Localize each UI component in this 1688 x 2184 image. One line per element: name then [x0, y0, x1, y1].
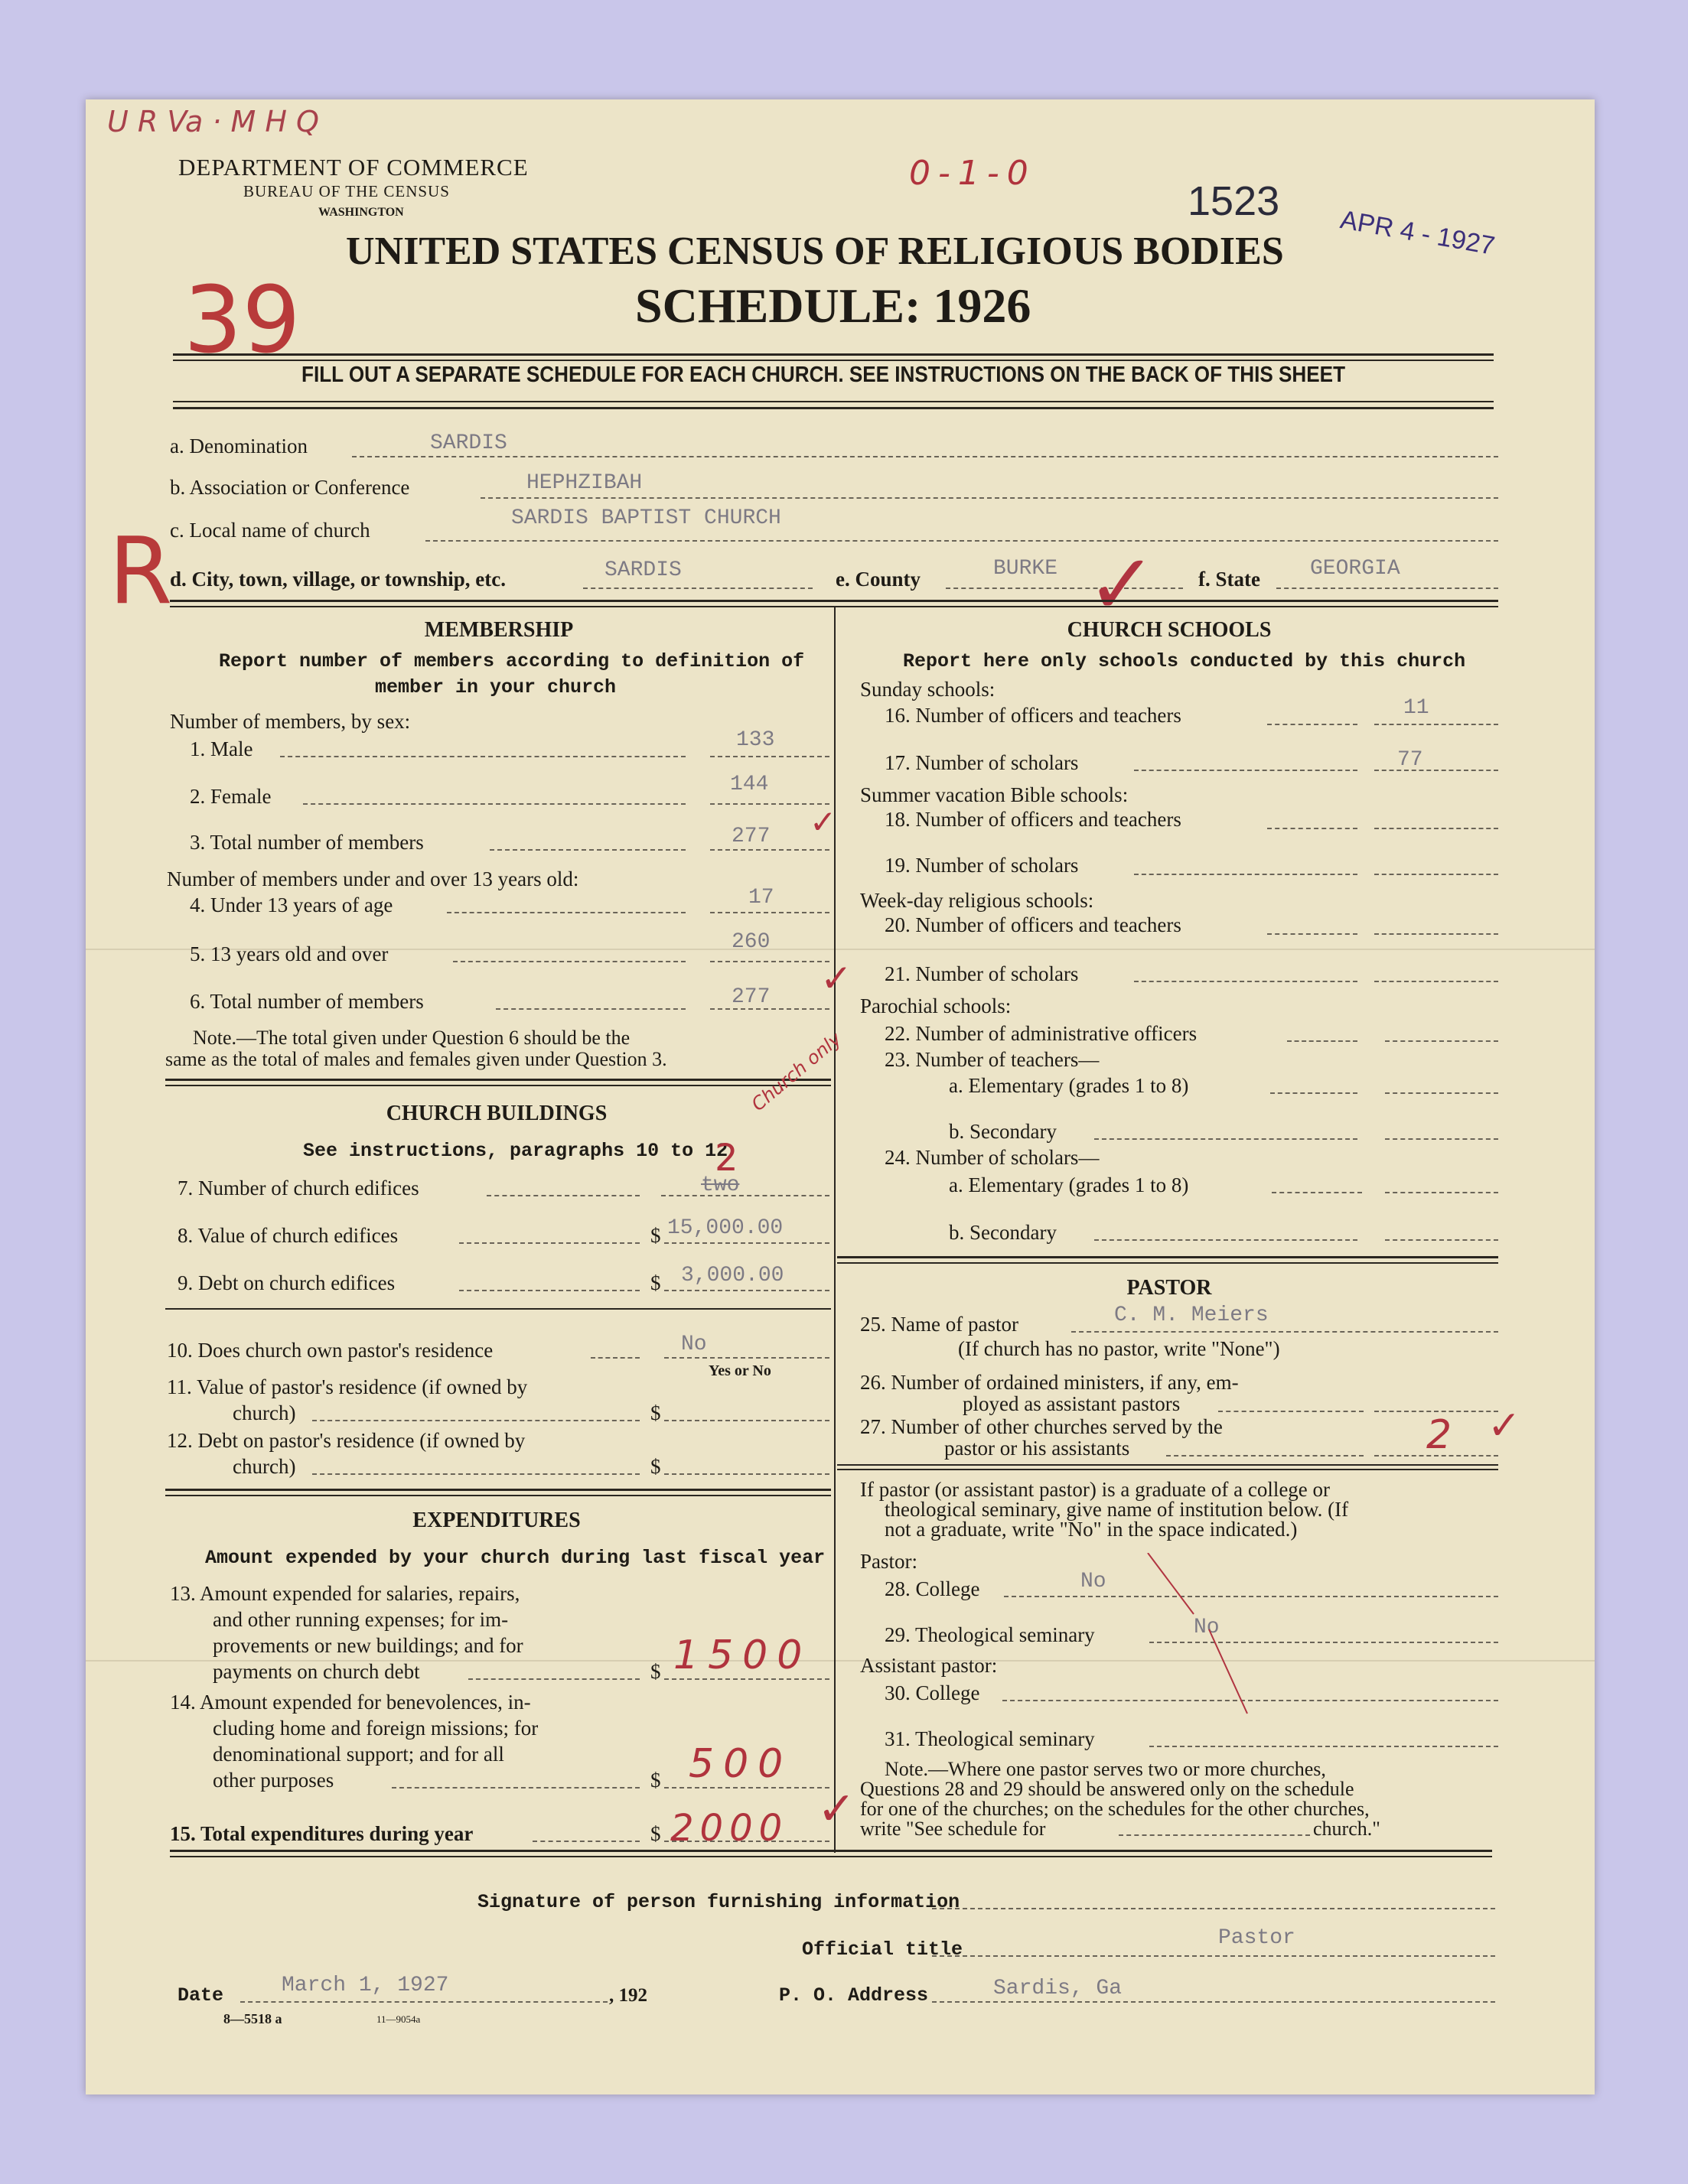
county-label: e. County — [836, 568, 921, 591]
q25-note: (If church has no pastor, write "None") — [958, 1337, 1280, 1360]
section-rule — [837, 1256, 1498, 1258]
dollar-sign: $ — [650, 1455, 661, 1478]
q19-label: 19. Number of scholars — [885, 854, 1079, 877]
form-subtitle: SCHEDULE: 1926 — [635, 278, 1031, 333]
q28-label: 28. College — [885, 1577, 980, 1600]
header-rule — [173, 353, 1494, 356]
section-rule — [165, 1308, 831, 1310]
q23b-label: b. Secondary — [949, 1120, 1057, 1143]
red-margin-note: Church only — [747, 1027, 846, 1115]
q8-line — [664, 1242, 829, 1244]
po-address-line — [932, 2001, 1495, 2003]
summer-schools-label: Summer vacation Bible schools: — [860, 783, 1129, 806]
q17-label: 17. Number of scholars — [885, 751, 1079, 774]
local-name-line — [425, 540, 1498, 542]
association-label: b. Association or Conference — [170, 476, 410, 499]
city-label: d. City, town, village, or township, etc. — [170, 568, 507, 591]
membership-note: Note.—The total given under Question 6 should be the — [193, 1027, 631, 1049]
schools-heading: CHURCH SCHOOLS — [1067, 618, 1272, 642]
section-rule — [837, 1262, 1498, 1264]
q21-line[interactable] — [1374, 981, 1498, 982]
pastor-note: Questions 28 and 29 should be answered only on the schedule — [860, 1778, 1354, 1800]
date-value[interactable]: March 1, 1927 — [282, 1974, 449, 1997]
q10-dots — [591, 1357, 640, 1359]
q6-line — [710, 1008, 829, 1010]
form-code: 8—5518 a — [223, 2011, 282, 2026]
q30-label: 30. College — [885, 1681, 980, 1704]
official-title-line — [932, 1955, 1495, 1957]
q14-label: denominational support; and for all — [213, 1743, 504, 1766]
q23a-line[interactable] — [1385, 1092, 1498, 1094]
section-rule — [165, 1495, 831, 1496]
q26-label: 26. Number of ordained ministers, if any, em- — [860, 1371, 1239, 1394]
members-by-sex-label: Number of members, by sex: — [170, 710, 411, 733]
q12-line[interactable] — [664, 1473, 829, 1475]
q11-dots — [312, 1420, 640, 1421]
q26-label: ployed as assistant pastors — [963, 1392, 1181, 1415]
handwritten-code: 0-1-0 — [909, 154, 1036, 193]
q12-label: 12. Debt on pastor's residence (if owned by — [167, 1429, 526, 1452]
q16-dots — [1267, 724, 1357, 725]
graduate-instruction: not a graduate, write "No" in the space indicated.) — [885, 1518, 1298, 1541]
parochial-schools-label: Parochial schools: — [860, 994, 1012, 1017]
q15-label: 15. Total expenditures during year — [170, 1822, 474, 1845]
association-line — [481, 497, 1498, 499]
q2-value[interactable]: 144 — [730, 773, 769, 796]
q16-label: 16. Number of officers and teachers — [885, 704, 1181, 727]
corner-handwritten-note: U R Va · M H Q — [107, 105, 319, 138]
pastor-note: Note.—Where one pastor serves two or more churches, — [885, 1758, 1326, 1780]
q20-dots — [1267, 933, 1357, 935]
q23a-label: a. Elementary (grades 1 to 8) — [949, 1074, 1189, 1097]
q14-value[interactable]: 500 — [689, 1741, 793, 1787]
q9-value[interactable]: 3,000.00 — [681, 1264, 784, 1287]
red-letter-mark: R — [109, 519, 173, 625]
pastor-note: write "See schedule for — [860, 1818, 1046, 1840]
membership-intro: Report number of members according to definition of — [219, 650, 805, 672]
sunday-schools-label: Sunday schools: — [860, 678, 996, 701]
membership-heading: MEMBERSHIP — [424, 618, 574, 642]
county-value[interactable]: BURKE — [993, 557, 1058, 581]
section-rule — [170, 600, 1498, 602]
q24b-dots — [1094, 1239, 1357, 1241]
q10-line — [664, 1357, 829, 1359]
denomination-line — [352, 456, 1498, 457]
red-check-mark: ✓ — [810, 803, 837, 841]
column-divider — [834, 606, 836, 1853]
signature-line[interactable] — [932, 1908, 1495, 1909]
q5-value[interactable]: 260 — [732, 930, 771, 954]
q31-label: 31. Theological seminary — [885, 1727, 1095, 1750]
q5-label: 5. 13 years old and over — [190, 942, 389, 965]
age-groups-label: Number of members under and over 13 years old: — [167, 867, 579, 890]
q4-value[interactable]: 17 — [748, 886, 774, 910]
section-rule — [170, 1856, 1492, 1857]
q7-value[interactable]: two — [701, 1173, 740, 1197]
q18-label: 18. Number of officers and teachers — [885, 808, 1181, 831]
q14-line — [664, 1787, 829, 1789]
q10-value[interactable]: No — [681, 1333, 707, 1356]
q13-label: payments on church debt — [213, 1660, 420, 1683]
q1-line — [710, 756, 829, 757]
q18-line[interactable] — [1374, 828, 1498, 829]
q23-label: 23. Number of teachers— — [885, 1048, 1100, 1071]
city-line — [583, 587, 813, 589]
q11-label: church) — [233, 1401, 296, 1424]
q13-value[interactable]: 1500 — [673, 1632, 812, 1678]
q3-value[interactable]: 277 — [732, 825, 771, 848]
denomination-value[interactable]: SARDIS — [430, 431, 507, 455]
denomination-label: a. Denomination — [170, 435, 308, 457]
membership-note: same as the total of males and females given under Question 3. — [165, 1048, 667, 1070]
dollar-sign: $ — [650, 1224, 661, 1247]
q9-label: 9. Debt on church edifices — [178, 1271, 396, 1294]
header-rule — [173, 360, 1494, 361]
dollar-sign: $ — [650, 1822, 661, 1845]
buildings-intro: See instructions, paragraphs 10 to 12 — [303, 1140, 728, 1162]
expenditures-intro: Amount expended by your church during last fiscal year — [205, 1547, 826, 1569]
q19-dots — [1134, 874, 1357, 875]
q12-dots — [312, 1473, 640, 1475]
state-value[interactable]: GEORGIA — [1310, 557, 1400, 581]
official-title-label: Official title — [802, 1938, 963, 1961]
q17-value[interactable]: 77 — [1397, 748, 1423, 772]
q1-label: 1. Male — [190, 737, 253, 760]
q23a-dots — [1270, 1092, 1357, 1094]
q6-value[interactable]: 277 — [732, 985, 771, 1009]
form-title: UNITED STATES CENSUS OF RELIGIOUS BODIES — [346, 229, 1284, 273]
stamp-number: 1523 — [1188, 178, 1280, 224]
q16-value[interactable]: 11 — [1403, 696, 1429, 720]
date-label: Date — [178, 1984, 224, 2007]
q23b-line[interactable] — [1385, 1138, 1498, 1140]
q8-value[interactable]: 15,000.00 — [667, 1216, 784, 1240]
weekday-schools-label: Week-day religious schools: — [860, 889, 1094, 912]
pastor-note: for one of the churches; on the schedules for the other churches, — [860, 1798, 1370, 1820]
red-strike-lines — [1140, 1553, 1263, 1721]
q17-dots — [1134, 770, 1357, 771]
q24a-line[interactable] — [1385, 1192, 1498, 1193]
q13-label: 13. Amount expended for salaries, repairs, — [170, 1582, 520, 1605]
po-address-label: P. O. Address — [779, 1984, 929, 2007]
section-rule — [165, 1489, 831, 1491]
q29-value[interactable]: No — [1194, 1616, 1220, 1639]
section-rule — [837, 1464, 1498, 1466]
q2-dots — [303, 803, 686, 805]
state-line — [1276, 587, 1498, 589]
date-line — [240, 2001, 608, 2003]
q4-label: 4. Under 13 years of age — [190, 893, 393, 916]
q13-dots — [468, 1678, 640, 1680]
q20-line[interactable] — [1374, 933, 1498, 935]
q25-line — [1071, 1331, 1498, 1333]
city-value[interactable]: SARDIS — [604, 558, 682, 582]
q22-dots — [1287, 1040, 1357, 1042]
q15-value[interactable]: 2000 — [670, 1807, 789, 1850]
q14-label: other purposes — [213, 1769, 334, 1792]
q16-line — [1374, 724, 1498, 725]
q27-label: pastor or his assistants — [944, 1437, 1130, 1460]
q12-label: church) — [233, 1455, 296, 1478]
print-code: 11—9054a — [376, 2013, 421, 2025]
q25-label: 25. Name of pastor — [860, 1313, 1018, 1336]
q9-dots — [459, 1290, 640, 1291]
section-rule — [837, 1469, 1498, 1470]
q24-label: 24. Number of scholars— — [885, 1146, 1100, 1169]
q15-dots — [533, 1841, 640, 1842]
q14-dots — [392, 1787, 640, 1789]
pastor-subheading: Pastor: — [860, 1550, 918, 1573]
q24a-label: a. Elementary (grades 1 to 8) — [949, 1173, 1189, 1196]
q23b-dots — [1094, 1138, 1357, 1140]
q7-dots — [487, 1195, 640, 1196]
red-check-mark: ✓ — [817, 1782, 856, 1836]
q21-label: 21. Number of scholars — [885, 962, 1079, 985]
dollar-sign: $ — [650, 1769, 661, 1792]
header-rule — [173, 407, 1494, 409]
q13-label: provements or new buildings; and for — [213, 1634, 523, 1657]
q11-label: 11. Value of pastor's residence (if owned by — [167, 1375, 528, 1398]
expenditures-heading: EXPENDITURES — [412, 1509, 581, 1532]
q6-label: 6. Total number of members — [190, 990, 424, 1013]
state-label: f. State — [1198, 568, 1260, 591]
q29-label: 29. Theological seminary — [885, 1623, 1095, 1646]
q21-dots — [1134, 981, 1357, 982]
section-rule — [165, 1085, 831, 1086]
dollar-sign: $ — [650, 1401, 661, 1424]
q18-dots — [1267, 828, 1357, 829]
q25-value[interactable]: C. M. Meiers — [1114, 1304, 1269, 1327]
q20-label: 20. Number of officers and teachers — [885, 913, 1181, 936]
pastor-note: church." — [1313, 1818, 1380, 1840]
q14-label: cluding home and foreign missions; for — [213, 1717, 539, 1740]
membership-intro: member in your church — [375, 676, 617, 698]
q9-line — [664, 1290, 829, 1291]
section-rule — [165, 1079, 831, 1081]
q3-line — [710, 849, 829, 851]
q24b-line[interactable] — [1385, 1239, 1498, 1241]
q2-label: 2. Female — [190, 785, 272, 808]
q4-dots — [447, 912, 686, 913]
date-suffix: , 192 — [609, 1985, 647, 2006]
q10-label: 10. Does church own pastor's residence — [167, 1339, 494, 1362]
q1-value[interactable]: 133 — [736, 728, 775, 752]
department-name: DEPARTMENT OF COMMERCE — [178, 154, 529, 181]
q3-dots — [490, 849, 686, 851]
q19-line[interactable] — [1374, 874, 1498, 875]
q8-label: 8. Value of church edifices — [178, 1224, 399, 1247]
q6-dots — [496, 1008, 686, 1010]
bureau-name: BUREAU OF THE CENSUS — [243, 182, 450, 200]
official-title-value[interactable]: Pastor — [1218, 1926, 1295, 1950]
local-name-value[interactable]: SARDIS BAPTIST CHURCH — [511, 506, 781, 530]
q27-label: 27. Number of other churches served by the — [860, 1415, 1223, 1438]
q4-line — [710, 912, 829, 913]
see-schedule-line[interactable] — [1119, 1834, 1310, 1836]
dollar-sign: $ — [650, 1660, 661, 1683]
pastor-heading: PASTOR — [1126, 1276, 1212, 1300]
schools-intro: Report here only schools conducted by this church — [903, 650, 1466, 672]
buildings-heading: CHURCH BUILDINGS — [386, 1102, 608, 1125]
q13-label: and other running expenses; for im- — [213, 1608, 509, 1631]
instruction-line: FILL OUT A SEPARATE SCHEDULE FOR EACH CHURCH. SEE INSTRUCTIONS ON THE BACK OF THIS SHEET — [301, 363, 1346, 387]
association-value[interactable]: HEPHZIBAH — [526, 471, 643, 495]
received-date-stamp: APR 4 - 1927 — [1338, 205, 1497, 261]
assistant-pastor-subheading: Assistant pastor: — [860, 1654, 998, 1677]
graduate-instruction: theological seminary, give name of institution below. (If — [885, 1498, 1349, 1521]
q24a-dots — [1272, 1192, 1362, 1193]
graduate-instruction: If pastor (or assistant pastor) is a graduate of a college or — [860, 1478, 1331, 1501]
q7-correction: 2 — [715, 1137, 738, 1180]
red-check-mark: ✓ — [1087, 535, 1158, 633]
q22-line[interactable] — [1385, 1040, 1498, 1042]
red-check-mark: ✓ — [1488, 1403, 1521, 1449]
q1-dots — [280, 756, 686, 757]
q5-dots — [453, 961, 686, 962]
city-name: WASHINGTON — [318, 206, 404, 219]
q13-line — [664, 1678, 829, 1680]
signature-label: Signature of person furnishing information — [477, 1891, 960, 1913]
q24b-label: b. Secondary — [949, 1221, 1057, 1244]
local-name-label: c. Local name of church — [170, 519, 370, 542]
dollar-sign: $ — [650, 1271, 661, 1294]
q7-line — [661, 1195, 829, 1196]
q27-value[interactable]: 2 — [1426, 1412, 1452, 1458]
red-handwritten-number: 39 — [184, 268, 301, 374]
q14-label: 14. Amount expended for benevolences, in- — [170, 1691, 531, 1714]
q22-label: 22. Number of administrative officers — [885, 1022, 1198, 1045]
red-check-mark: ✓ — [820, 956, 852, 1001]
q26-dots — [1218, 1411, 1364, 1412]
q5-line — [710, 961, 829, 962]
po-address-value[interactable]: Sardis, Ga — [993, 1977, 1123, 2000]
header-rule — [173, 401, 1494, 402]
q17-line — [1374, 770, 1498, 771]
q8-dots — [459, 1242, 640, 1244]
q3-label: 3. Total number of members — [190, 831, 424, 854]
q11-line[interactable] — [664, 1420, 829, 1421]
q28-value[interactable]: No — [1080, 1570, 1106, 1593]
yes-no-hint: Yes or No — [709, 1362, 771, 1379]
q27-dots — [1166, 1455, 1364, 1457]
q7-label: 7. Number of church edifices — [178, 1177, 419, 1199]
q31-line[interactable] — [1149, 1746, 1498, 1747]
section-rule — [170, 1850, 1492, 1852]
